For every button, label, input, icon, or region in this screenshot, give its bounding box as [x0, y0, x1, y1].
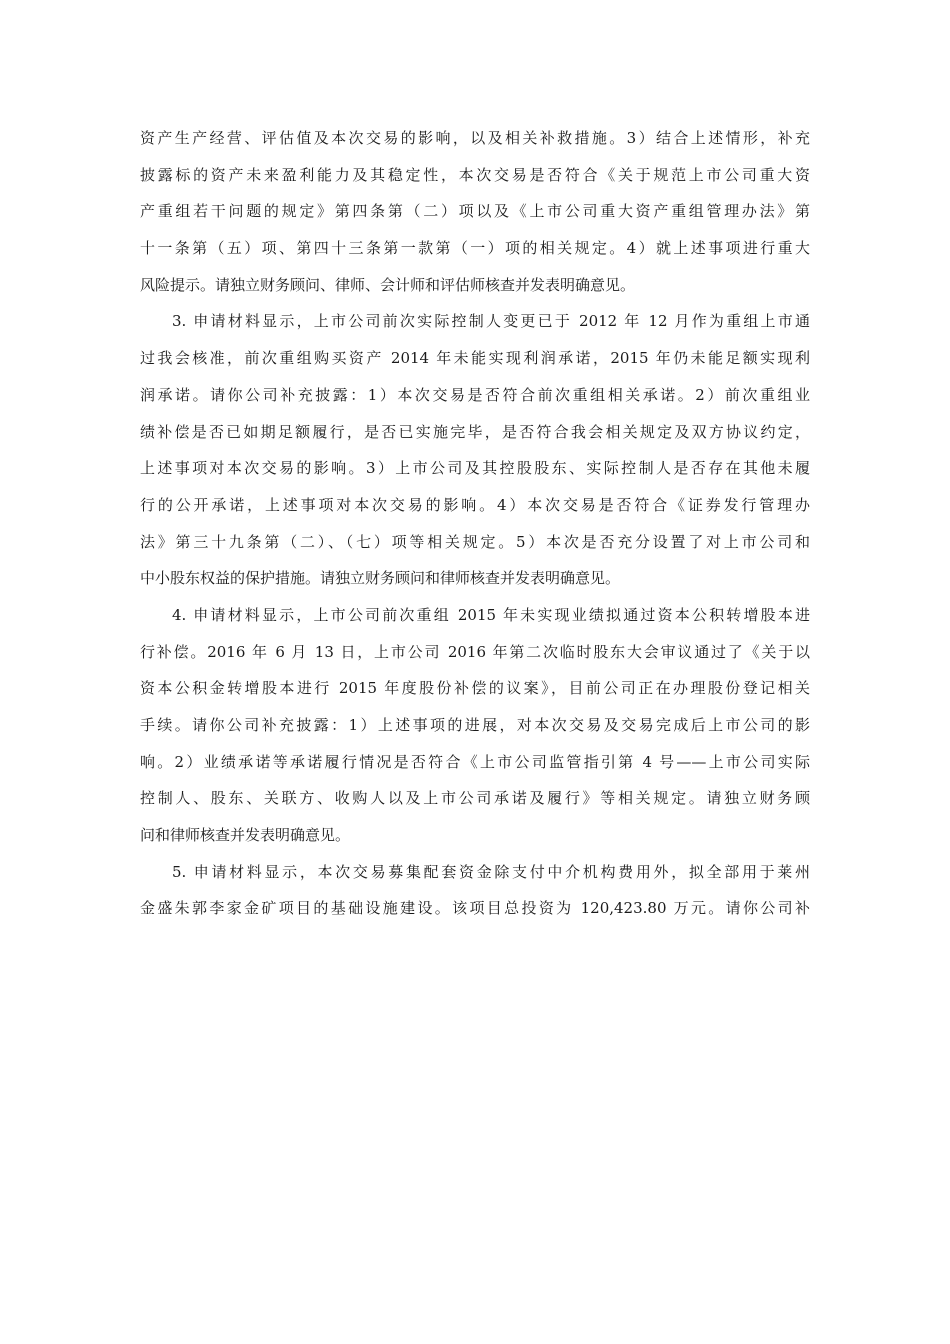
text-line: 风险提示。请独立财务顾问、律师、会计师和评估师核查并发表明确意见。 — [140, 275, 636, 294]
text-line: 响。2）业绩承诺等承诺履行情况是否符合《上市公司监管指引第 4 号——上市公司实际 — [140, 752, 810, 771]
text-line: 中小股东权益的保护措施。请独立财务顾问和律师核查并发表明确意见。 — [140, 569, 621, 588]
text-line: 5. 申请材料显示，本次交易募集配套资金除支付中介机构费用外，拟全部用于莱州 — [172, 862, 810, 881]
text-line: 披露标的资产未来盈利能力及其稳定性，本次交易是否符合《关于规范上市公司重大资 — [140, 165, 810, 184]
text-line: 法》第三十九条第（二）、（七）项等相关规定。5）本次是否充分设置了对上市公司和 — [140, 532, 810, 551]
text-line: 资本公积金转增股本进行 2015 年度股份补偿的议案》，目前公司正在办理股份登记相关 — [140, 679, 810, 698]
text-line: 行的公开承诺，上述事项对本次交易的影响。4）本次交易是否符合《证券发行管理办 — [140, 495, 810, 514]
document-body — [140, 120, 810, 927]
text-line: 问和律师核查并发表明确意见。 — [140, 826, 351, 845]
text-line: 手续。请你公司补充披露：1）上述事项的进展，对本次交易及交易完成后上市公司的影 — [140, 716, 810, 734]
text-line: 资产生产经营、评估值及本次交易的影响，以及相关补救措施。3）结合上述情形，补充 — [140, 129, 810, 147]
text-line: 产重组若干问题的规定》第四条第（二）项以及《上市公司重大资产重组管理办法》第 — [140, 202, 810, 221]
text-line: 上述事项对本次交易的影响。3）上市公司及其控股股东、实际控制人是否存在其他未履 — [140, 459, 810, 478]
text-line: 行补偿。2016 年 6 月 13 日，上市公司 2016 年第二次临时股东大会审议通过了《关于以 — [140, 642, 810, 661]
text-line: 4. 申请材料显示，上市公司前次重组 2015 年未实现业绩拟通过资本公积转增股本进 — [172, 605, 810, 624]
text-line: 润承诺。请你公司补充披露：1）本次交易是否符合前次重组相关承诺。2）前次重组业 — [140, 385, 810, 404]
text-line: 金盛朱郭李家金矿项目的基础设施建设。该项目总投资为 120,423.80 万元。请你公司补 — [140, 899, 810, 918]
text-line: 控制人、股东、关联方、收购人以及上市公司承诺及履行》等相关规定。请独立财务顾 — [140, 789, 810, 808]
text-line: 过我会核准，前次重组购买资产 2014 年未能实现利润承诺，2015 年仍未能足额实现利 — [140, 349, 810, 368]
text-line: 3. 申请材料显示，上市公司前次实际控制人变更已于 2012 年 12 月作为重组上市通 — [172, 312, 810, 331]
text-line: 十一条第（五）项、第四十三条第一款第（一）项的相关规定。4）就上述事项进行重大 — [140, 239, 810, 258]
text-line: 绩补偿是否已如期足额履行，是否已实施完毕，是否符合我会相关规定及双方协议约定， — [140, 422, 810, 441]
